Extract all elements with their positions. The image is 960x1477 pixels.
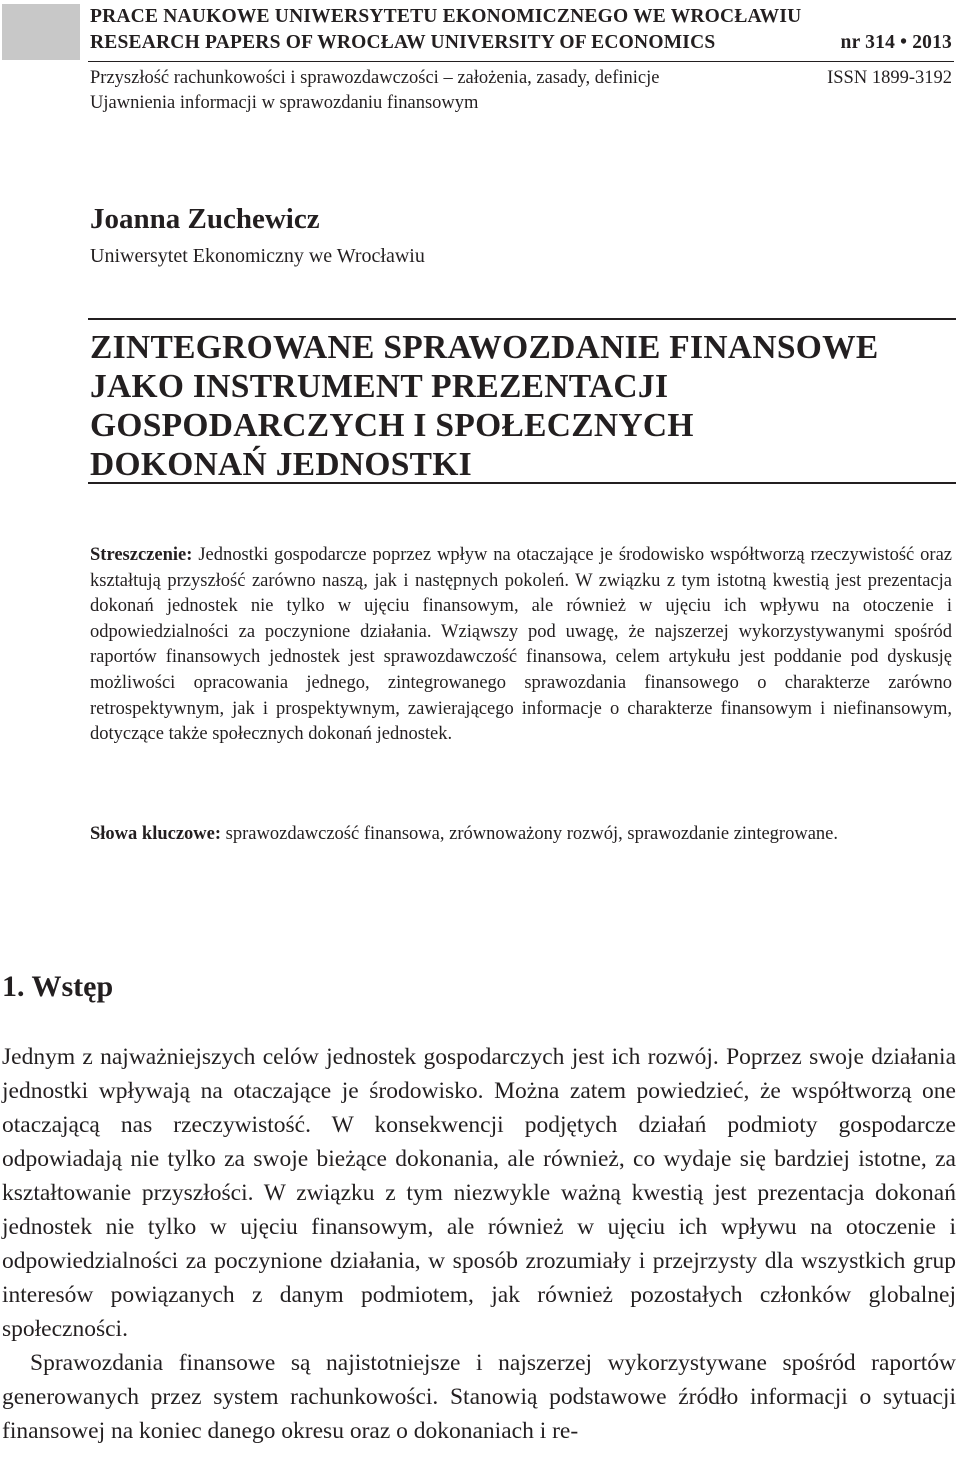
title-line: ZINTEGROWANE SPRAWOZDANIE FINANSOWE <box>90 329 879 366</box>
journal-title-en: RESEARCH PAPERS OF WROCŁAW UNIVERSITY OF ECONOMICS <box>90 32 716 53</box>
body-paragraph: Jednym z najważniejszych celów jednostek gospodarczych jest ich rozwój. Poprzez swoje działania jednostki wpływają na otaczające je środowisko. Można zatem powiedzieć, że współtworzą one otaczającą nas rzeczywistość. W konsekwencji podjętych działań podmioty gospodarcze odpowiadają nie tylko za swoje bieżące dokonania, ale również, co wydaje się bardziej istotne, za kształtowanie przyszłości. W związku z tym niezwykle ważną kwestią jest prezentacja dokonań jednostek nie tylko w ujęciu finansowym, ale również w ujęciu ich wpływu na otoczenie i odpowiedzialności za poczynione działania, w sposób zrozumiały i przejrzysty dla wszystkich grup interesów powiązanych z danym podmiotem, jak również pozostałych członków globalnej społeczności. <box>2 1044 956 1342</box>
body-text <box>2 1040 956 1448</box>
author-name: Joanna Zuchewicz <box>90 203 320 235</box>
title-line: GOSPODARCZYCH I SPOŁECZNYCH <box>90 407 694 444</box>
section-heading: 1. Wstęp <box>2 970 114 1003</box>
abstract-label: Streszczenie: <box>90 545 193 565</box>
volume-title-row <box>90 68 952 89</box>
header-gray-block <box>2 4 80 60</box>
title-line: JAKO INSTRUMENT PREZENTACJI <box>90 368 669 405</box>
issn: ISSN 1899-3192 <box>827 68 952 88</box>
author-affiliation: Uniwersytet Ekonomiczny we Wrocławiu <box>90 245 425 267</box>
journal-title-en-row <box>90 32 952 54</box>
volume-title: Przyszłość rachunkowości i sprawozdawczości – założenia, zasady, definicje <box>90 68 660 88</box>
keywords-label: Słowa kluczowe: <box>90 824 222 844</box>
abstract-text: Jednostki gospodarcze poprzez wpływ na otaczające je środowisko współtworzą rzeczywistość oraz kształtują przyszłość zarówno naszą, jak i następnych pokoleń. W związku z tym istotną kwestią jest prezentacja dokonań jednostek nie tylko w ujęciu finansowym, ale również w ujęciu ich wpływu na otoczenie i odpowiedzialności za poczynione działania. Wziąwszy pod uwagę, że najszerzej wykorzystywanymi spośród raportów finansowych jednostek jest sprawozdawczość finansowa, celem artykułu jest poddanie pod dyskusję możliwości opracowania jednego, zintegrowanego sprawozdania finansowego o charakterze zarówno retrospektywnym, jak i prospektywnym, zawierającego informacje o charakterze finansowym i niefinansowym, dotyczące także społecznych dokonań jednostek. <box>90 545 953 745</box>
journal-title-pl: PRACE NAUKOWE UNIWERSYTETU EKONOMICZNEGO WE WROCŁAWIU <box>90 6 802 27</box>
body-paragraph: Sprawozdania finansowe są najistotniejsze i najszerzej wykorzystywane spośród raportów generowanych przez system rachunkowości. Stanowią podstawowe źródło informacji o sytuacji finansowej na koniec danego okresu oraz o dokonaniach i re- <box>2 1350 956 1444</box>
issue-number: nr 314 • 2013 <box>840 32 952 53</box>
article-title <box>90 328 950 484</box>
title-rule-bottom <box>88 482 956 484</box>
keywords <box>90 820 952 848</box>
abstract <box>90 543 952 748</box>
title-line: DOKONAŃ JEDNOSTKI <box>90 446 473 483</box>
title-rule-top <box>88 318 956 320</box>
keywords-text: sprawozdawczość finansowa, zrównoważony rozwój, sprawozdanie zintegrowane. <box>225 824 838 844</box>
header-divider <box>88 61 954 62</box>
volume-subtitle: Ujawnienia informacji w sprawozdaniu finansowym <box>90 93 479 113</box>
